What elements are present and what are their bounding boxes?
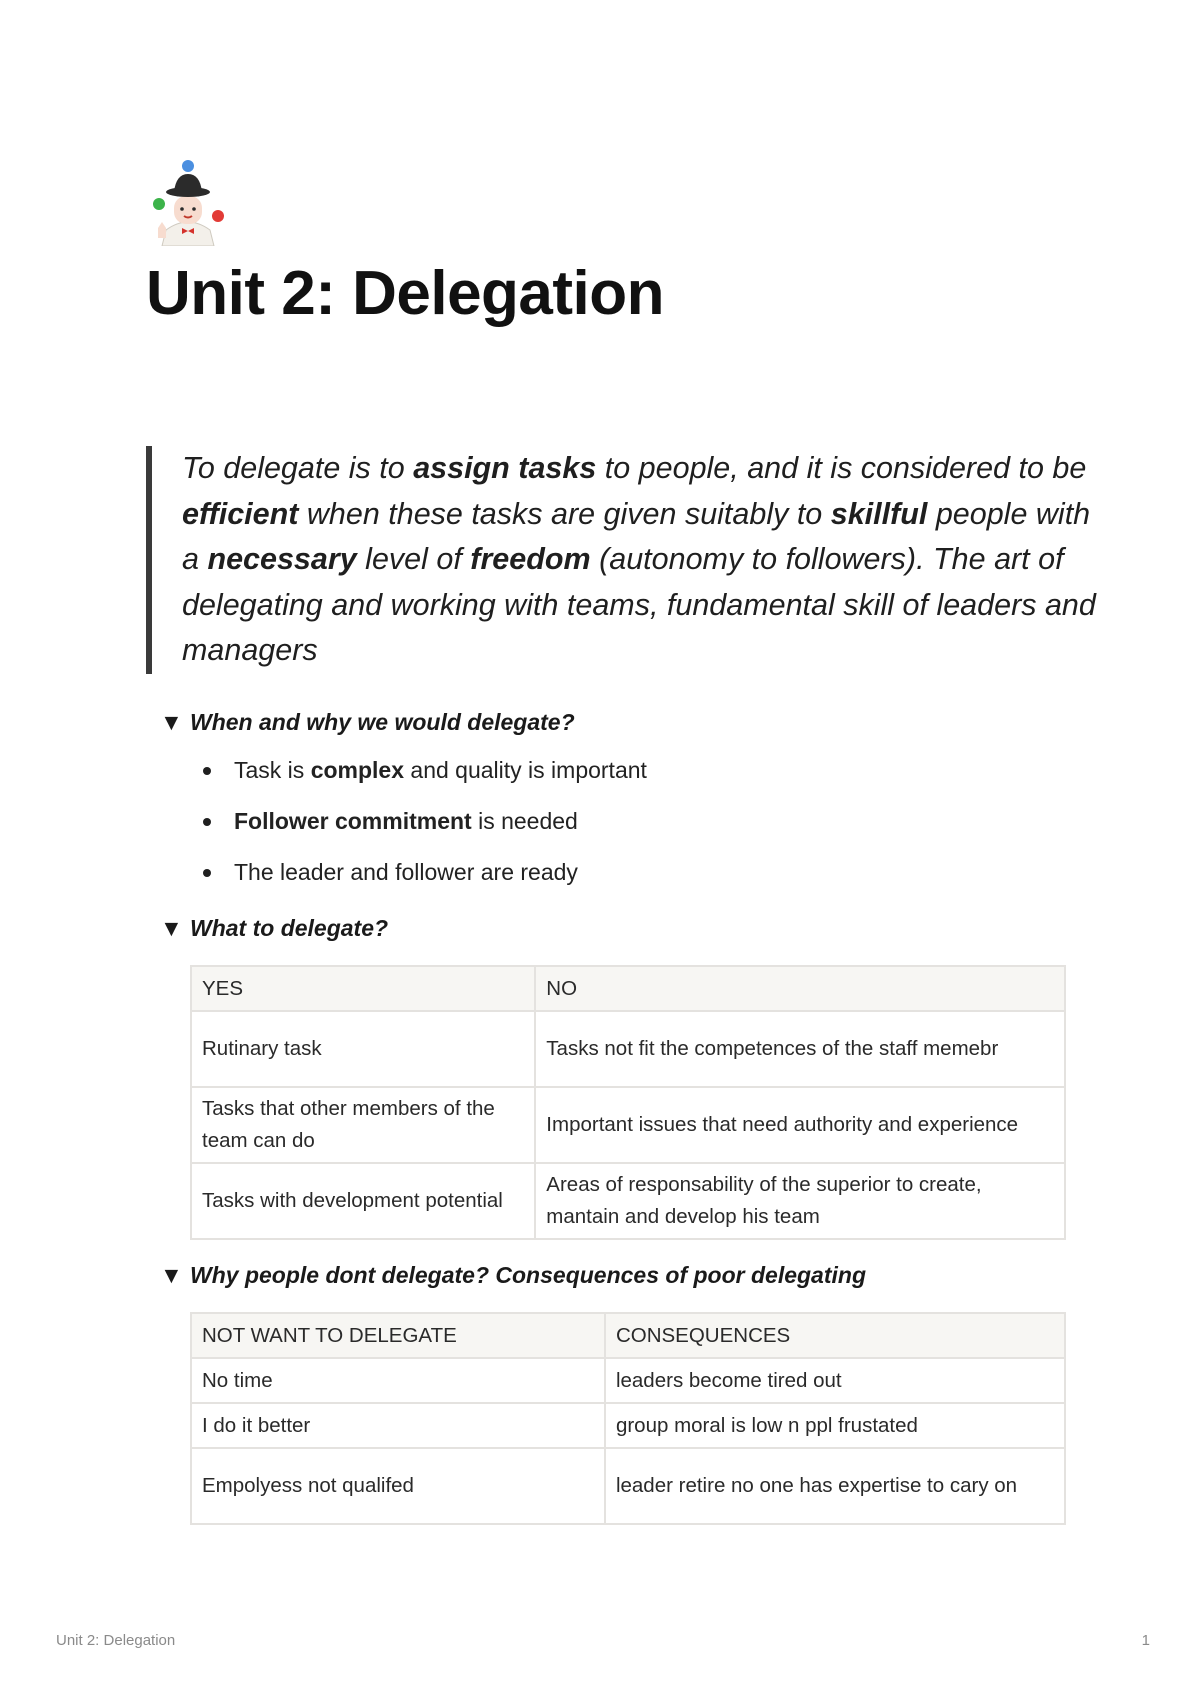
table-cell: I do it better [191,1403,605,1448]
quote-text: people with a [182,496,1091,576]
table-row [191,1163,1065,1239]
toggle-title: When and why we would delegate? [190,709,575,735]
quote-bold-necessary: necessary [207,542,357,576]
quote-text: (autonomy to followers). The art of delegating and working with teams, fundamental skill of leaders and managers [182,542,1096,667]
table-header-row [191,1313,1065,1358]
table-cell: Empolyess not qualifed [191,1448,605,1524]
triangle-down-icon[interactable]: ▼ [160,915,183,941]
page-icon-juggler [148,158,228,246]
table-cell: Tasks not fit the competences of the staff memebr [535,1011,1065,1087]
quote-bold-skillful: skillful [830,496,928,531]
table-cell: Rutinary task [191,1011,535,1087]
table-cell: group moral is low n ppl frustated [605,1403,1065,1448]
quote-text: when these tasks are given suitably to [298,496,831,531]
bullet-bold-text: Follower commitment [234,808,472,834]
quote-bold-efficient: efficient [182,496,299,531]
triangle-down-icon[interactable]: ▼ [160,1262,183,1288]
bullet-text: and quality is important [404,757,647,783]
table-header-cell: NOT WANT TO DELEGATE [191,1313,605,1358]
when-bullet-list [200,755,647,908]
definition-quote [146,446,1102,674]
quote-bold-assign-tasks: assign tasks [413,451,597,485]
toggle-what-to-delegate[interactable] [160,915,388,942]
table-row [191,1358,1065,1403]
quote-text: to people, and it is considered to be [596,451,1087,485]
table-row [191,1448,1065,1524]
why-dont-delegate-table [190,1312,1066,1525]
list-item [200,755,647,806]
quote-text: To delegate is to [182,451,414,485]
bullet-text: The leader and follower are ready [234,859,578,885]
table-cell: Important issues that need authority and experience [535,1087,1065,1163]
toggle-title: Why people dont delegate? Consequences of poor delegating [190,1262,866,1288]
table-row [191,1087,1065,1163]
table-row [191,1011,1065,1087]
table-row [191,1403,1065,1448]
toggle-when-why-delegate[interactable] [160,709,575,736]
table-cell: Tasks that other members of the team can do [191,1087,535,1163]
footer-page-number: 1 [1141,1632,1150,1649]
table-cell: No time [191,1358,605,1403]
page-title: Unit 2: Delegation [146,259,665,328]
quote-text: level of [356,542,471,576]
triangle-down-icon[interactable]: ▼ [160,709,183,735]
what-to-delegate-table [190,965,1066,1240]
quote-bold-freedom: freedom [470,542,591,576]
footer-title: Unit 2: Delegation [56,1632,176,1649]
list-item [200,857,647,908]
table-cell: leaders become tired out [605,1358,1065,1403]
bullet-text: Task is [234,757,311,783]
table-cell: Areas of responsability of the superior to create, mantain and develop his team [535,1163,1065,1239]
table-header-cell: YES [191,966,535,1011]
bullet-text: is needed [471,808,578,834]
toggle-title: What to delegate? [190,915,389,941]
table-header-cell: CONSEQUENCES [605,1313,1065,1358]
toggle-why-dont-delegate[interactable] [160,1262,866,1289]
juggler-icon [148,158,228,246]
bullet-bold-text: complex [310,757,405,783]
table-cell: leader retire no one has expertise to cary on [605,1448,1065,1524]
table-header-row [191,966,1065,1011]
table-cell: Tasks with development potential [191,1163,535,1239]
list-item [200,806,647,857]
table-header-cell: NO [535,966,1065,1011]
